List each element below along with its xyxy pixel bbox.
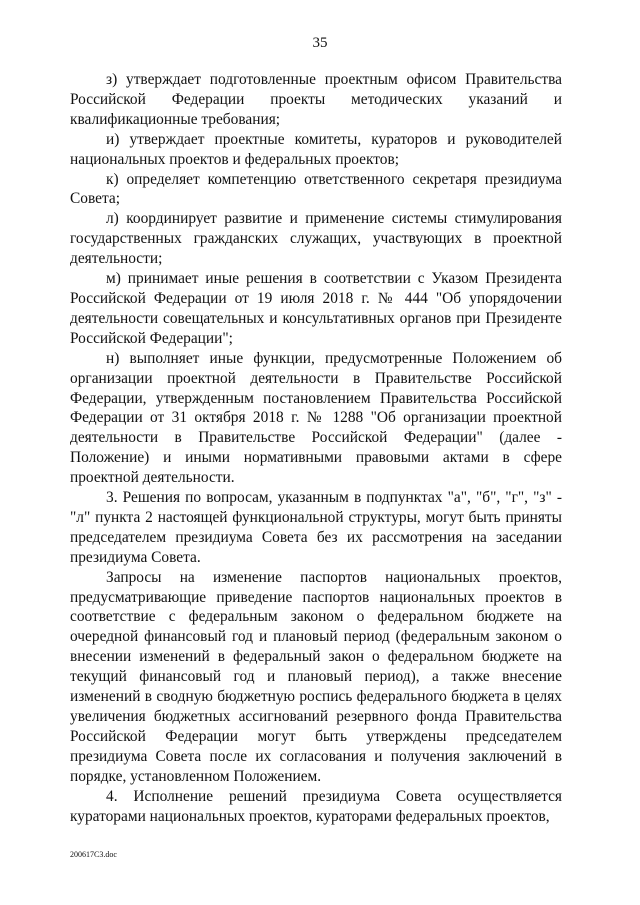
paragraph-item-3: 3. Решения по вопросам, указанным в подпунктах "а", "б", "г", "з" - "л" пункта 2 настоящей функциональной структуры, могут быть приняты председателем президиума Совета без их рассмотрения на заседании президиума Совета.: [70, 489, 562, 566]
paragraph-z: з) утверждает подготовленные проектным офисом Правительства Российской Федерации проекты методических указаний и квалификационные требования;: [70, 71, 562, 128]
paragraph-requests: Запросы на изменение паспортов национальных проектов, предусматривающие приведение паспортов национальных проектов в соответствие с федеральным законом о федеральном бюджете на очередной финансовый год и плановый период (федеральным законом о внесении изменений в федеральный закон о федеральном бюджете на текущий финансовый год и плановый период), а также внесение изменений в сводную бюджетную роспись федерального бюджета в целях увеличения бюджетных ассигнований резервного фонда Правительства Российской Федерации могут быть утверждены председателем президиума Совета после их согласования и получения заключений в порядке, установленном Положением.: [70, 568, 562, 785]
paragraph-l: л) координирует развитие и применение системы стимулирования государственных гражданских служащих, участвующих в проектной деятельности;: [70, 210, 562, 268]
paragraph-i: и) утверждает проектные комитеты, кураторов и руководителей национальных проектов и федеральных проектов;: [70, 130, 562, 168]
paragraph-m: м) принимает иные решения в соответствии с Указом Президента Российской Федерации от 19 июля 2018 г. № 444 "Об упорядочении деятельности совещательных и консультативных органов при Президенте Российской Федерации";: [70, 270, 562, 347]
paragraph-n: н) выполняет иные функции, предусмотренные Положением об организации проектной деятельности в Правительстве Российской Федерации, утвержденным постановлением Правительства Российской Федерации от 31 октября 2018 г. № 1288 "Об организации проектной деятельности в Правительстве Российской Федерации" (далее - Положение) и иными нормативными правовыми актами в сфере проектной деятельности.: [70, 349, 562, 487]
paragraph-item-4: 4. Исполнение решений президиума Совета осуществляется кураторами национальных проектов, кураторами федеральных проектов,: [70, 787, 562, 825]
document-body: [70, 70, 562, 826]
footer-file-code: 200617C3.doc: [70, 850, 117, 859]
page-number: 35: [312, 35, 328, 51]
paragraph-k: к) определяет компетенцию ответственного секретаря президиума Совета;: [70, 170, 562, 208]
